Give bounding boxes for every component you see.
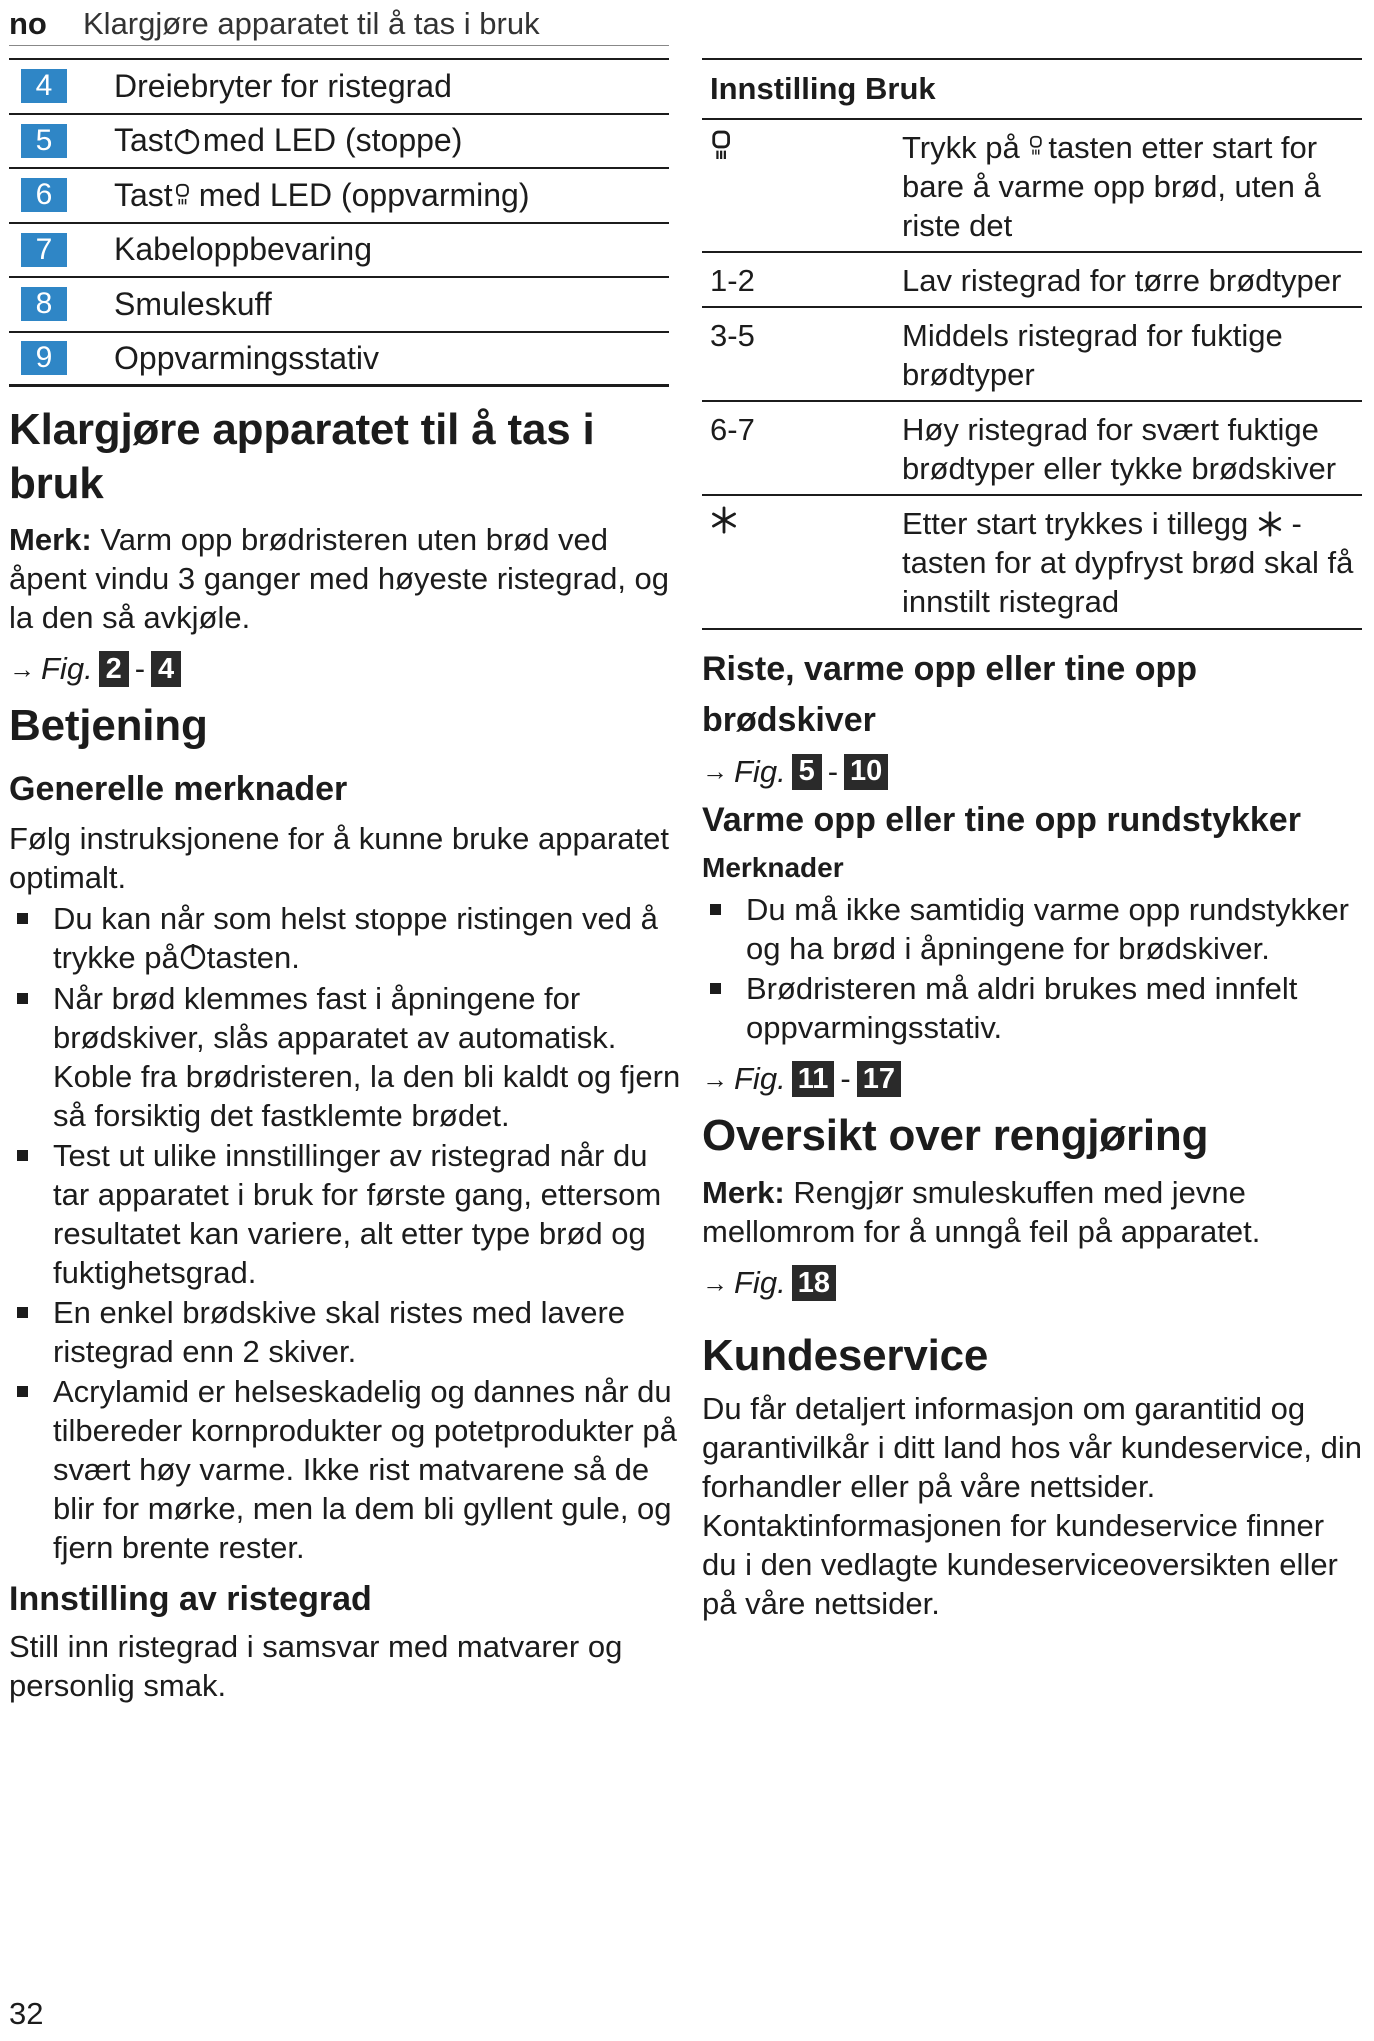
table-header	[702, 58, 1362, 120]
arrow-icon: →	[702, 756, 728, 787]
list-item: Acrylamid er helseskadelig og dannes når du tilbereder kornprodukter og potetprodukter på svært høy varme. Ikke rist matvarene så de blir for mørke, men la dem bli gyllent gule, og fjern brente rester.	[9, 1372, 681, 1567]
part-label: Kabeloppbevaring	[114, 231, 372, 268]
range-dash: -	[840, 1061, 851, 1097]
part-label-pre: Tast	[114, 176, 173, 213]
general-intro: Følg instruksjonene for å kunne bruke apparatet optimalt.	[9, 821, 669, 896]
figure-number: 18	[792, 1265, 836, 1301]
row-text-pre: Trykk på	[902, 130, 1029, 165]
part-label-post: med LED (oppvarming)	[198, 176, 530, 213]
part-number: 9	[21, 341, 67, 375]
prep-heading: Klargjøre apparatet til å tas i bruk	[9, 405, 595, 508]
figure-number: 5	[792, 754, 822, 790]
range-dash: -	[134, 651, 146, 687]
figure-number: 17	[857, 1061, 901, 1097]
fig-label: Fig.	[734, 753, 786, 789]
list-item: Du må ikke samtidig varme opp rundstykker og ha brød i åpningene for brødskiver.	[702, 890, 1362, 968]
list-item: En enkel brødskive skal ristes med lavere ristegrad enn 2 skiver.	[9, 1293, 681, 1371]
part-number: 6	[21, 178, 67, 212]
rolls-notes-heading: Merknader	[702, 851, 844, 883]
column-header-use: Bruk	[865, 71, 936, 106]
list-item: Brødristeren må aldri brukes med innfelt oppvarmingsstativ.	[702, 969, 1362, 1047]
note-text: Rengjør smuleskuffen med jevne mellomrom for å unngå feil på apparatet.	[702, 1174, 1261, 1249]
note-label: Merk:	[702, 1174, 785, 1210]
list-item: Test ut ulike innstillinger av ristegrad når du tar apparatet i bruk for første gang, ettersom resultatet kan variere, alt etter type brød og fuktighetsgrad.	[9, 1136, 681, 1292]
figure-reference	[702, 1061, 1362, 1097]
figure-number: 2	[99, 651, 129, 687]
arrow-icon: →	[702, 1267, 728, 1298]
warming-rack-icon	[1028, 131, 1048, 161]
table-row	[702, 308, 1362, 402]
figure-reference	[702, 1265, 1362, 1301]
row-key: 1-2	[710, 263, 755, 299]
warming-rack-icon	[710, 128, 736, 164]
row-key: 6-7	[710, 412, 755, 448]
snowflake-icon	[710, 506, 738, 534]
rolls-heading: Varme opp eller tine opp rundstykker	[702, 800, 1301, 839]
snowflake-icon	[1257, 511, 1283, 537]
bullet-text-pre: Du kan når som helst stoppe ristingen ved å trykke på	[53, 901, 658, 976]
service-text: Du får detaljert informasjon om garantitid og garantivilkår i ditt land hos vår kundeservice, din forhandler eller på våre nettsider.	[702, 1390, 1362, 1504]
part-number: 5	[21, 124, 67, 158]
page-number: 32	[9, 1996, 44, 2031]
part-label-pre: Tast	[114, 122, 173, 159]
figure-reference	[9, 651, 681, 687]
power-icon	[173, 126, 201, 156]
parts-row	[9, 333, 669, 388]
figure-reference	[702, 754, 1362, 790]
figure-number: 4	[151, 651, 181, 687]
part-number: 4	[21, 69, 67, 103]
row-text-post: tasten etter start for bare å varme opp brød, uten å riste det	[902, 130, 1321, 244]
header-title: Klargjøre apparatet til å tas i bruk	[83, 5, 540, 41]
power-icon	[179, 941, 207, 971]
part-number: 7	[21, 233, 67, 267]
part-label-post: med LED (stoppe)	[202, 122, 463, 159]
cleaning-note	[702, 1173, 1362, 1251]
arrow-icon: →	[702, 1063, 728, 1094]
service-heading: Kundeservice	[702, 1331, 989, 1381]
fig-label: Fig.	[734, 1061, 786, 1097]
left-column	[9, 58, 681, 1706]
language-code: no	[9, 5, 47, 41]
note-label: Merk:	[9, 522, 92, 558]
fig-label: Fig.	[41, 651, 93, 687]
row-value: Høy ristegrad for svært fuktige brødtyper eller tykke brødskiver	[902, 412, 1337, 487]
parts-row	[9, 169, 669, 224]
table-row	[702, 496, 1362, 629]
part-label: Oppvarmingsstativ	[114, 339, 379, 376]
list-item	[9, 899, 681, 977]
toast-heading: Riste, varme opp eller tine opp brødskiver	[702, 649, 1198, 739]
row-text-pre: Etter start trykkes i tillegg	[902, 506, 1257, 542]
parts-row	[9, 278, 669, 333]
table-row	[702, 120, 1362, 253]
row-value: Lav ristegrad for tørre brødtyper	[902, 263, 1342, 299]
row-key: 3-5	[710, 318, 755, 354]
cleaning-heading: Oversikt over rengjøring	[702, 1111, 1209, 1161]
column-header-setting: Innstilling	[710, 71, 857, 106]
parts-table	[9, 58, 669, 387]
row-text-post: -tasten for at dypfryst brød skal få innstilt ristegrad	[902, 506, 1354, 620]
note-text: Varm opp brødristeren uten brød ved åpent vindu 3 ganger med høyeste ristegrad, og la den så avkjøle.	[9, 522, 670, 636]
page-header	[9, 2, 669, 46]
prep-note	[9, 520, 681, 637]
figure-number: 11	[792, 1061, 835, 1097]
figure-number: 10	[844, 754, 888, 790]
arrow-icon: →	[9, 653, 35, 684]
part-label: Smuleskuff	[114, 285, 272, 322]
rolls-notes-list	[702, 890, 1362, 1047]
parts-row	[9, 60, 669, 115]
part-label: Dreiebryter for ristegrad	[114, 67, 452, 104]
warming-rack-icon	[173, 180, 195, 210]
settings-table	[702, 58, 1362, 630]
service-contact-text: Kontaktinformasjonen for kundeservice finner du i den vedlagte kundeserviceoversikten eller på våre nettsider.	[702, 1507, 1338, 1621]
list-item: Når brød klemmes fast i åpningene for brødskiver, slås apparatet av automatisk. Koble fra brødristeren, la den bli kaldt og fjern så forsiktig det fastklemte brødet.	[9, 979, 681, 1135]
part-number: 8	[21, 287, 67, 321]
table-row	[702, 253, 1362, 308]
setting-text: Still inn ristegrad i samsvar med matvarer og personlig smak.	[9, 1629, 623, 1704]
row-value: Middels ristegrad for fuktige brødtyper	[902, 318, 1283, 393]
parts-row	[9, 115, 669, 170]
range-dash: -	[827, 753, 839, 789]
bullet-text-post: tasten.	[206, 940, 300, 976]
operation-heading: Betjening	[9, 701, 208, 751]
fig-label: Fig.	[734, 1265, 786, 1301]
table-row	[702, 402, 1362, 496]
general-notes-list	[9, 899, 681, 1567]
right-column	[702, 58, 1362, 1623]
parts-row	[9, 224, 669, 279]
general-notes-heading: Generelle merknader	[9, 770, 348, 809]
setting-heading: Innstilling av ristegrad	[9, 1580, 372, 1619]
